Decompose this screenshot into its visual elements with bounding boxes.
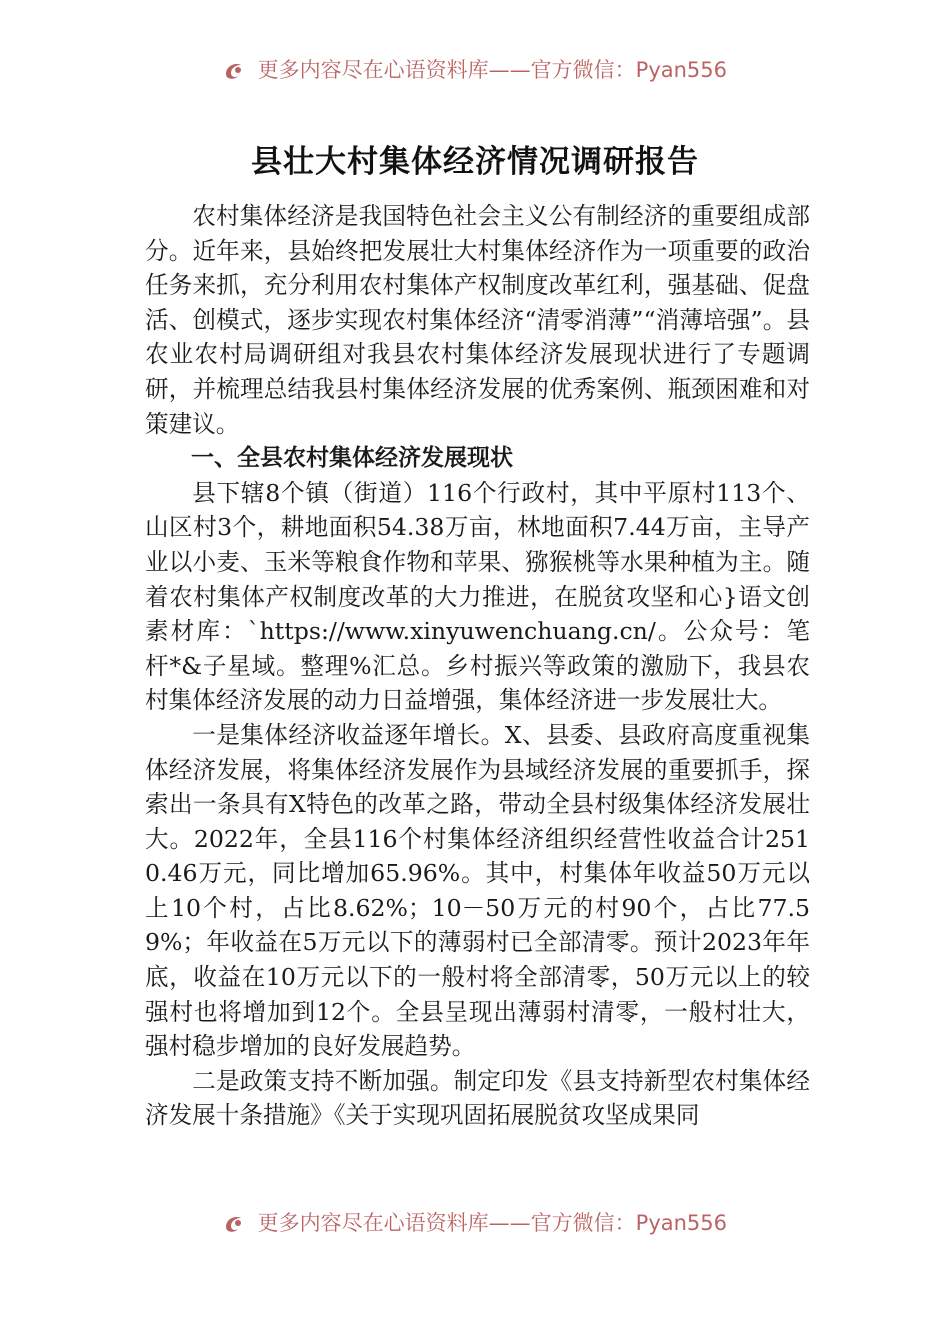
paragraph-county-overview: 县下辖8个镇（街道）116个行政村，其中平原村113个、山区村3个，耕地面积54.38万亩，林地面积7.44万亩，主导产业以小麦、玉米等粮食作物和苹果、猕猴桃等水果种植为主。随着农村集体产权制度改革的大力推进，在脱贫攻坚和心}语文创素材库：`https://www.xinyuwenchuang.cn/。公众号：笔杆*&子星域。整理%汇总。乡村振兴等政策的激励下，我县农村集体经济发展的动力日益增强，集体经济进一步发展壮大。	[145, 478, 810, 715]
document-body	[145, 199, 810, 1133]
watermark-text: 更多内容尽在心语资料库——官方微信：Pyan556	[257, 1211, 728, 1235]
paragraph-income-growth: 一是集体经济收益逐年增长。X、县委、县政府高度重视集体经济发展，将集体经济发展作为县域经济发展的重要抓手，探索出一条具有X特色的改革之路，带动全县村级集体经济发展壮大。2022年，全县116个村集体经济组织经营性收益合计2510.46万元，同比增加65.96%。其中，村集体年收益50万元以上10个村，占比8.62%；10－50万元的村90个，占比77.59%；年收益在5万元以下的薄弱村已全部清零。预计2023年年底，收益在10万元以下的一般村将全部清零，50万元以上的较强村也将增加到12个。全县呈现出薄弱村清零，一般村壮大，强村稳步增加的良好发展趋势。	[145, 720, 810, 1061]
watermark-bottom	[0, 1209, 950, 1237]
watermark-logo-icon	[223, 59, 245, 81]
section-heading-1: 一、全县农村集体经济发展现状	[191, 445, 513, 472]
watermark-logo-icon	[223, 1212, 245, 1234]
watermark-top	[0, 56, 950, 84]
paragraph-policy-support: 二是政策支持不断加强。制定印发《县支持新型农村集体经济发展十条措施》《关于实现巩固拓展脱贫攻坚成果同	[145, 1066, 810, 1130]
watermark-text: 更多内容尽在心语资料库——官方微信：Pyan556	[257, 58, 728, 82]
document-title: 县壮大村集体经济情况调研报告	[251, 144, 699, 180]
paragraph-intro: 农村集体经济是我国特色社会主义公有制经济的重要组成部分。近年来，县始终把发展壮大村集体经济作为一项重要的政治任务来抓，充分利用农村集体产权制度改革红利，强基础、促盘活、创模式，逐步实现农村集体经济“清零消薄”“消薄培强”。县农业农村局调研组对我县农村集体经济发展现状进行了专题调研，并梳理总结我县村集体经济发展的优秀案例、瓶颈困难和对策建议。	[145, 202, 810, 438]
